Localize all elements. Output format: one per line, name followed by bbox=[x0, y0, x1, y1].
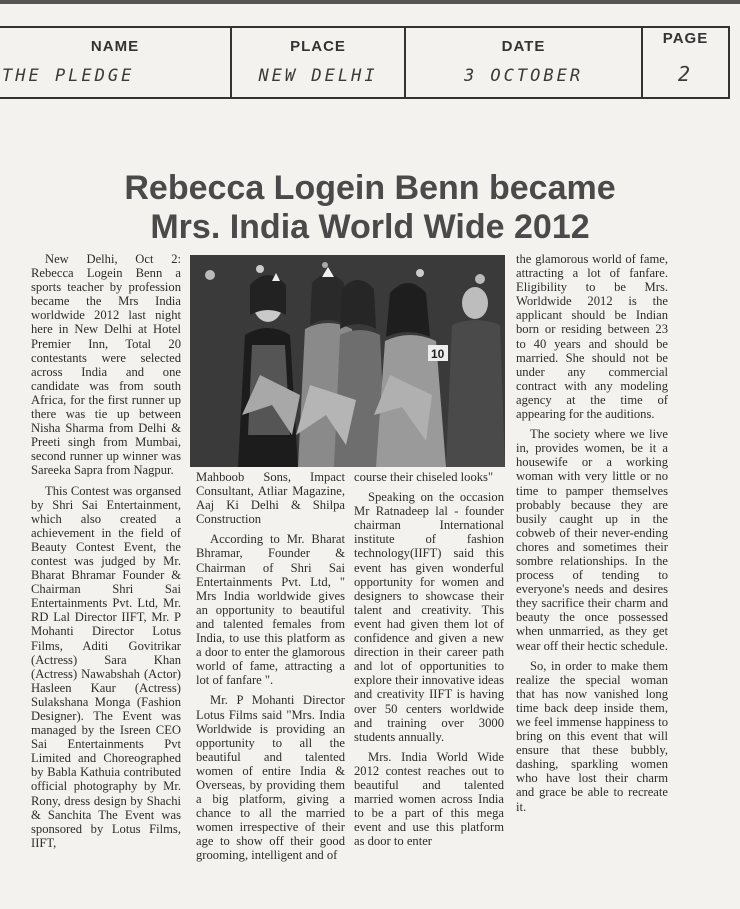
article-column-2 bbox=[196, 470, 345, 869]
col4-paragraph-2: The society where we live in, provides women, be it a housewife or a working woman with very little or no time to pamper themselves probably because they are busily caught up in the cobweb of their never-ending chores and sometimes their sombre relationships. In the process of tending to everyone's needs and desires they sacrifice their charm and beauty the once possessed when unmarried, as they get wear off their hectic schedule. bbox=[516, 427, 668, 653]
col4-paragraph-1: the glamorous world of fame, attracting a lot of fanfare. Eligibility to be Mrs. Worldwide 2012 is the applicant should be Indian born or residing between 23 to 40 years and should be married. She should not be under any commercial contract with any modeling agency at the time of appearing for the auditions. bbox=[516, 252, 668, 422]
col4-paragraph-3: So, in order to make them realize the special woman that has now vanished long time back deep inside them, we feel immense happiness to bring on this event that will ensure that these bubbly, dashing, sparkling women who have lost their charm and grace be able to recreate it. bbox=[516, 658, 668, 814]
col3-paragraph-1: course their chiseled looks" bbox=[354, 470, 494, 484]
top-border bbox=[0, 0, 740, 4]
name-label: NAME bbox=[90, 38, 140, 55]
name-value: THE PLEDGE bbox=[2, 66, 135, 86]
contest-winners-photo bbox=[190, 255, 505, 467]
page-label: PAGE bbox=[662, 30, 709, 47]
place-value: NEW DELHI bbox=[258, 66, 378, 86]
col1-paragraph-1: New Delhi, Oct 2: Rebecca Logein Benn a sports teacher by profession became the Mrs India worldwide 2012 last night here in New Delhi at Hotel Premier Inn, Total 20 contestants were selected across India and one candidate was from south Africa, for the first runner up there was tie up between Nisha Sharma from Delhi & Preeti singh from Mumbai, second runner up winner was Sareeka Sapra from Nagpur. bbox=[31, 252, 181, 478]
date-value: 3 OCTOBER bbox=[463, 66, 584, 86]
place-cell bbox=[232, 28, 406, 97]
page-cell bbox=[643, 28, 730, 97]
article-column-3 bbox=[354, 470, 504, 854]
date-label: DATE bbox=[501, 38, 546, 55]
place-label: PLACE bbox=[290, 38, 346, 55]
clipping-header-table bbox=[0, 26, 730, 99]
col3-paragraph-3: Mrs. India World Wide 2012 contest reaches out to beautiful and talented married women across India to be a part of this mega event and use this platform as door to enter bbox=[354, 749, 504, 849]
headline-line-1: Rebecca Logein Benn became bbox=[124, 169, 616, 207]
col2-paragraph-1: Mahboob Sons, Impact Consultant, Atliar Magazine, Aaj Ki Delhi & Shilpa Construction bbox=[196, 470, 345, 527]
sash-number: 10 bbox=[431, 347, 445, 361]
col3-paragraph-2: Speaking on the occasion Mr Ratnadeep lal - founder chairman International institute of fashion technology(IIFT) said this event has given wonderful opportunity for women and designers to showcase their talent and creativity. This event had given them lot of confidence and given a new direction in their career path and lot of opportunities to explore their innovative ideas and creativity IIFT is having over 50 centers worldwide and training over 3000 students annually. bbox=[354, 490, 504, 744]
col2-paragraph-3: Mr. P Mohanti Director Lotus Films said "Mrs. India Worldwide is providing an opportunity to all the beautiful and talented women of entire India & Overseas, by providing them a big platform, giving a chance to all the married women irrespective of their age to show off their good grooming, intelligent and of bbox=[196, 693, 345, 863]
col2-paragraph-2: According to Mr. Bharat Bhramar, Founder & Chairman of Shri Sai Entertainments Pvt. Ltd, " Mrs India worldwide gives an opportunity to beautiful and talented females from India, to use this platform as a door to enter the glamorous world of fame, attracting a lot of fanfare ". bbox=[196, 532, 345, 688]
col1-paragraph-2: This Contest was organsed by Shri Sai Entertainment, which also created a achievement in the field of Beauty Contest Event, the contest was judged by Mr. Bharat Bhramar Founder & Chairman Shri Sai Entertainments Pvt. Ltd, Mr. RD Lal Director IIFT, Mr. P Mohanti Director Lotus Films, Aditi Govitrikar (Actress) Sara Khan (Actress) Nawabshah (Actor) Hasleen Kaur (Actress) Sulakshana Monga (Fashion Designer). The Event was managed by the Isreen CEO Sai Entertainments Pvt Limited and Choreographed by Babla Kathuia contributed official photography by Mr. Rony, dress design by Shachi & Sanchita The Event was sponsored by Lotus Films, IIFT, bbox=[31, 483, 181, 850]
photo-illustration bbox=[190, 255, 505, 467]
date-cell bbox=[406, 28, 643, 97]
headline-line-2: Mrs. India World Wide 2012 bbox=[150, 208, 590, 246]
name-cell bbox=[0, 28, 232, 97]
article-column-4 bbox=[516, 252, 668, 820]
article-column-1 bbox=[31, 252, 181, 856]
page-value: 2 bbox=[677, 62, 694, 86]
